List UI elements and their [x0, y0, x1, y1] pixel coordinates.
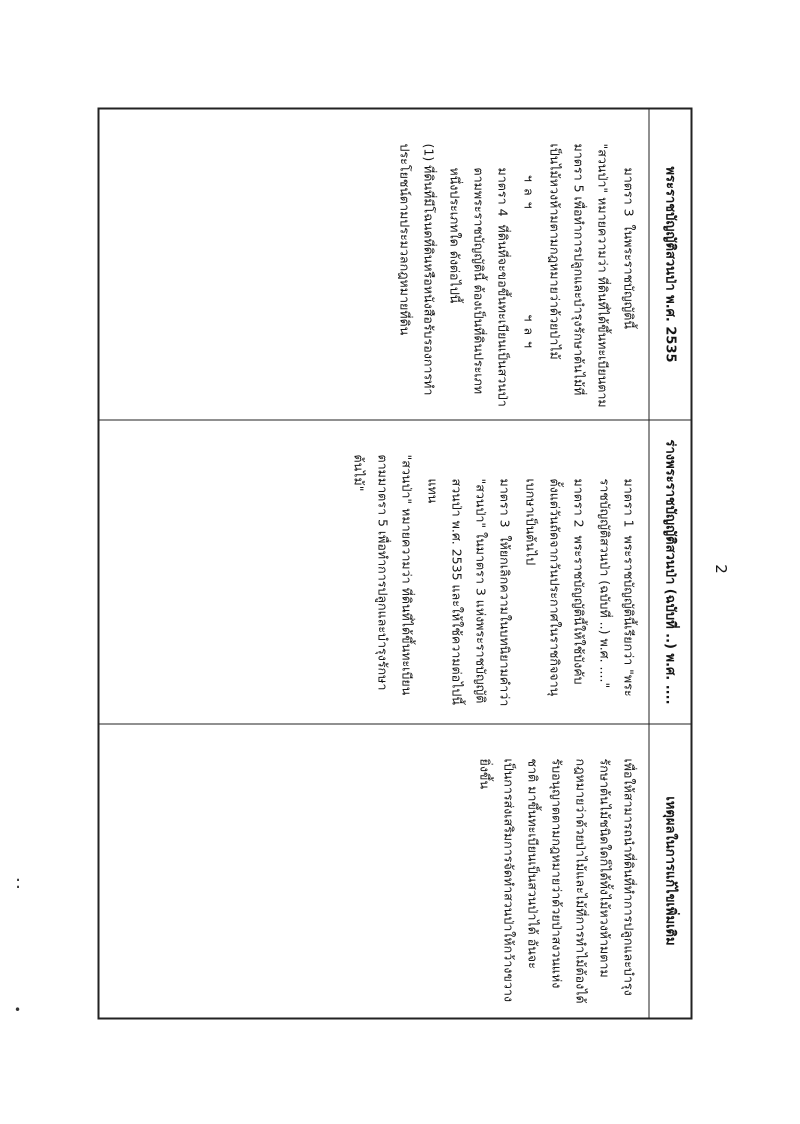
col2-definition: "สวนป่า" หมายความว่า ที่ดินที่ได้ขึ้นทะเบียนตามมาตรา 5 เพื่อทำการปลูกและบำรุงรักษาต้นไม้": [351, 454, 415, 695]
col2-header: ร่างพระราชบัญญัติสวนป่า (ฉบับที่ ..) พ.ศ. ....: [649, 420, 691, 724]
col1-section3: มาตรา 3 ในพระราชบัญญัตินี้: [621, 167, 637, 329]
col1-header: พระราชบัญญัติสวนป่า พ.ศ. 2535: [649, 109, 691, 420]
col1-definition: "สวนป่า" หมายความว่า ที่ดินที่ได้ขึ้นทะเบียนตามมาตรา 5 เพื่อทำการปลูกและบำรุงรักษาต้นไม้ที่เป็นไม้หวงห้ามตามกฎหมายว่าด้วยป่าไม้: [547, 143, 611, 408]
col1-body: [100, 109, 649, 420]
col3-body: [100, 724, 649, 1017]
scan-speck: :: [15, 872, 22, 893]
col2-section3: มาตรา 3 ให้ยกเลิกความในบทนิยามคำว่า "สวนป่า" ในมาตรา 3 แห่งพระราชบัญญัติสวนป่า พ.ศ. 2535 และให้ใช้ความต่อไปนี้แทน: [425, 478, 513, 710]
col1-item1: (1) ที่ดินที่มีโฉนดที่ดินหรือหนังสือรับรองการทำประโยชน์ตามประมวลกฎหมายที่ดิน: [397, 143, 437, 395]
col3-header: เหตุผลในการแก้ไขเพิ่มเติม: [649, 724, 691, 1017]
col2-body: [100, 420, 649, 724]
col2-section1: มาตรา 1 พระราชบัญญัตินี้เรียกว่า "พระราชบัญญัติสวนป่า (ฉบับที่ ..) พ.ศ. ....": [597, 478, 637, 697]
scan-speck: •: [14, 1003, 22, 1017]
col1-ellipsis: ฯลฯ ฯลฯ: [521, 174, 537, 354]
comparison-table: [98, 107, 693, 1019]
col2-section2: มาตรา 2 พระราชบัญญัตินี้ให้ใช้บังคับตั้งแต่วันถัดจากวันประกาศในราชกิจจานุเบกษาเป็นต้นไป: [523, 478, 587, 696]
col3-reason: เพื่อให้สามารถนำที่ดินที่ทำการปลูกและบำรุงรักษาต้นไม้ชนิดใดก็ได้ทั้งไม้หวงห้ามตามกฎหมายว่าด้วยป่าไม้และไม้ที่การทำไม้ต้องได้รับอนุญาตตามกฎหมายว่าด้วยป่าสงวนแห่งชาติ มาขึ้นทะเบียนเป็นสวนป่าได้ อันจะเป็นการส่งเสริมการจัดทำสวนป่าให้กว้างขวางยิ่งขึ้น: [477, 758, 637, 1004]
col1-section4: มาตรา 4 ที่ดินที่จะขอขึ้นทะเบียนเป็นสวนป่าตามพระราชบัญญัตินี้ ต้องเป็นที่ดินประเภทหนึ่งประเภทใด ดังต่อไปนี้: [447, 167, 511, 407]
page-number: 2: [711, 564, 730, 574]
